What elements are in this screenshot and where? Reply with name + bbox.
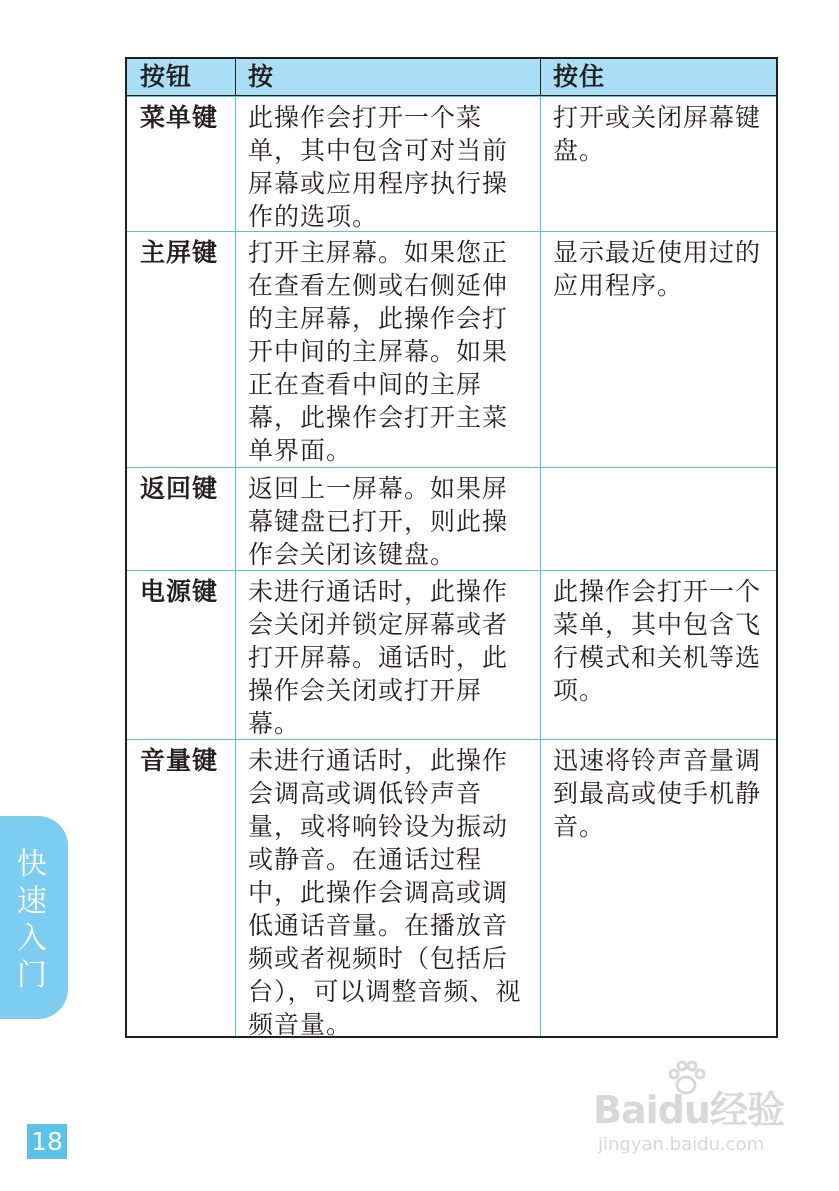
header-button: 按钮 — [140, 62, 193, 91]
watermark-url: jingyan.baidu.com — [598, 1134, 765, 1155]
table-header-row — [127, 59, 776, 96]
row-press: 未进行通话时，此操作会关闭并锁定屏幕或者打开屏幕。通话时，此操作会关闭或打开屏幕。 — [235, 571, 541, 739]
baidu-logo: Baidu经验 — [593, 1088, 784, 1132]
row-press: 未进行通话时，此操作会调高或调低铃声音量，或将响铃设为振动或静音。在通话过程中，此操作会调高或调低通话音量。在播放音频或者视频时（包括后台），可以调整音频、视频音量。 — [235, 740, 541, 1036]
table-row-home — [127, 231, 776, 467]
row-key: 电源键 — [140, 577, 219, 606]
section-side-tab-label: 快速入门 — [17, 847, 47, 993]
row-press: 打开主屏幕。如果您正在查看左侧或右侧延伸的主屏幕，此操作会打开中间的主屏幕。如果正在查看中间的主屏幕，此操作会打开主菜单界面。 — [235, 232, 541, 467]
row-hold: 显示最近使用过的应用程序。 — [553, 238, 762, 300]
header-hold: 按住 — [553, 62, 606, 91]
section-side-tab — [0, 816, 68, 1019]
row-hold — [541, 468, 776, 570]
row-press: 返回上一屏幕。如果屏幕键盘已打开，则此操作会关闭该键盘。 — [235, 468, 541, 570]
row-press: 此操作会打开一个菜单，其中包含可对当前屏幕或应用程序执行操作的选项。 — [235, 97, 541, 231]
table-row-power — [127, 570, 776, 739]
row-key: 主屏键 — [140, 238, 219, 267]
baidu-watermark — [590, 1060, 790, 1160]
button-function-table — [125, 57, 778, 1038]
row-key: 返回键 — [140, 474, 219, 503]
row-hold: 迅速将铃声音量调到最高或使手机静音。 — [553, 746, 762, 841]
row-key: 音量键 — [140, 746, 219, 775]
page-number: 18 — [27, 1124, 67, 1159]
row-hold: 打开或关闭屏幕键盘。 — [553, 103, 762, 165]
table-row-menu — [127, 96, 776, 231]
header-press: 按 — [235, 59, 541, 95]
table-row-volume — [127, 739, 776, 1039]
table-row-back — [127, 467, 776, 570]
row-key: 菜单键 — [140, 103, 219, 132]
row-hold: 此操作会打开一个菜单，其中包含飞行模式和关机等选项。 — [553, 577, 762, 705]
